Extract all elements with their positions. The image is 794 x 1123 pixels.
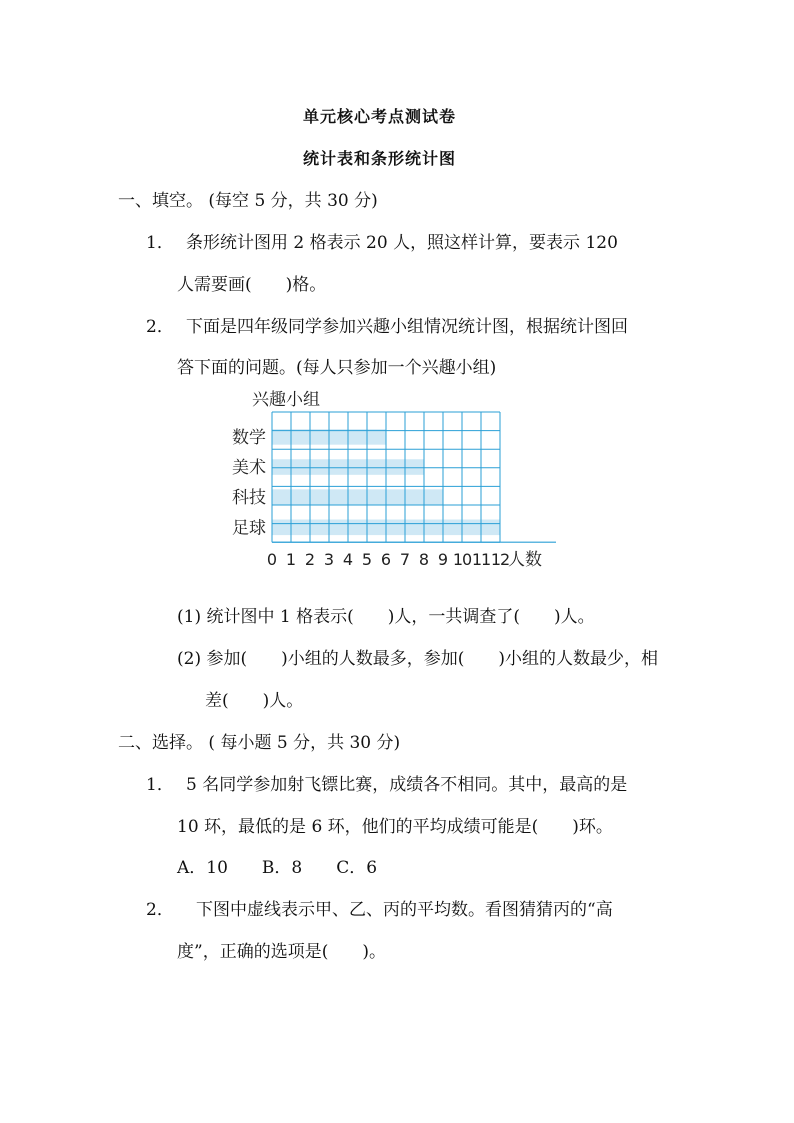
category-label: 科技	[232, 488, 266, 509]
x-tick-label: 6	[380, 550, 392, 570]
s2-q1-options: A．10 B．8 C．6	[177, 858, 378, 878]
x-tick-label: 7	[399, 550, 411, 570]
s2-q2-number: 2．	[146, 900, 174, 920]
document-subtitle: 统计表和条形统计图	[303, 149, 457, 168]
x-tick-label: 9	[437, 550, 449, 570]
x-tick-label: 12	[490, 550, 510, 570]
s2-q1-text-line1: 5 名同学参加射飞镖比赛，成绩各不相同。其中，最高的是	[186, 775, 628, 795]
q2-sub2-line2: 差( )人。	[205, 691, 304, 711]
s2-q2-text-line2: 度”，正确的选项是( )。	[177, 942, 386, 962]
x-tick-label: 5	[361, 550, 373, 570]
q2-text-line2: 答下面的问题。(每人只参加一个兴趣小组)	[177, 358, 497, 378]
q1-text-line2: 人需要画( )格。	[177, 275, 327, 295]
q1-number: 1．	[146, 233, 174, 253]
q2-sub1: (1) 统计图中 1 格表示( )人，一共调查了( )人。	[177, 607, 595, 627]
document-title: 单元核心考点测试卷	[303, 107, 457, 126]
q1-text-line1: 条形统计图用 2 格表示 20 人，照这样计算，要表示 120	[186, 233, 618, 253]
q2-number: 2．	[146, 317, 174, 337]
category-label: 数学	[232, 427, 266, 448]
x-tick-label: 3	[323, 550, 335, 570]
s2-q2-text-line1: 下图中虚线表示甲、乙、丙的平均数。看图猜猜丙的“高	[196, 900, 613, 920]
x-tick-label: 2	[304, 550, 316, 570]
s2-q1-number: 1．	[146, 775, 174, 795]
s2-q1-text-line2: 10 环，最低的是 6 环，他们的平均成绩可能是( )环。	[177, 817, 613, 837]
section1-heading: 一、填空。 (每空 5 分，共 30 分)	[118, 191, 378, 211]
q2-sub2-line1: (2) 参加( )小组的人数最多，参加( )小组的人数最少，相	[177, 649, 659, 669]
x-axis-title: 人数	[508, 550, 542, 571]
x-tick-label: 8	[418, 550, 430, 570]
x-tick-label: 4	[342, 550, 354, 570]
category-label: 足球	[232, 518, 266, 539]
bar-3	[272, 489, 443, 505]
x-tick-label: 11	[471, 550, 491, 570]
category-label: 美术	[232, 458, 266, 479]
section2-heading: 二、选择。 ( 每小题 5 分，共 30 分)	[118, 733, 401, 753]
x-tick-label: 1	[285, 550, 297, 570]
x-tick-label: 10	[452, 550, 472, 570]
interest-group-bar-chart	[220, 385, 560, 590]
x-tick-label: 0	[266, 550, 278, 570]
y-axis-title: 兴趣小组	[252, 390, 320, 410]
q2-text-line1: 下面是四年级同学参加兴趣小组情况统计图，根据统计图回	[186, 317, 628, 337]
